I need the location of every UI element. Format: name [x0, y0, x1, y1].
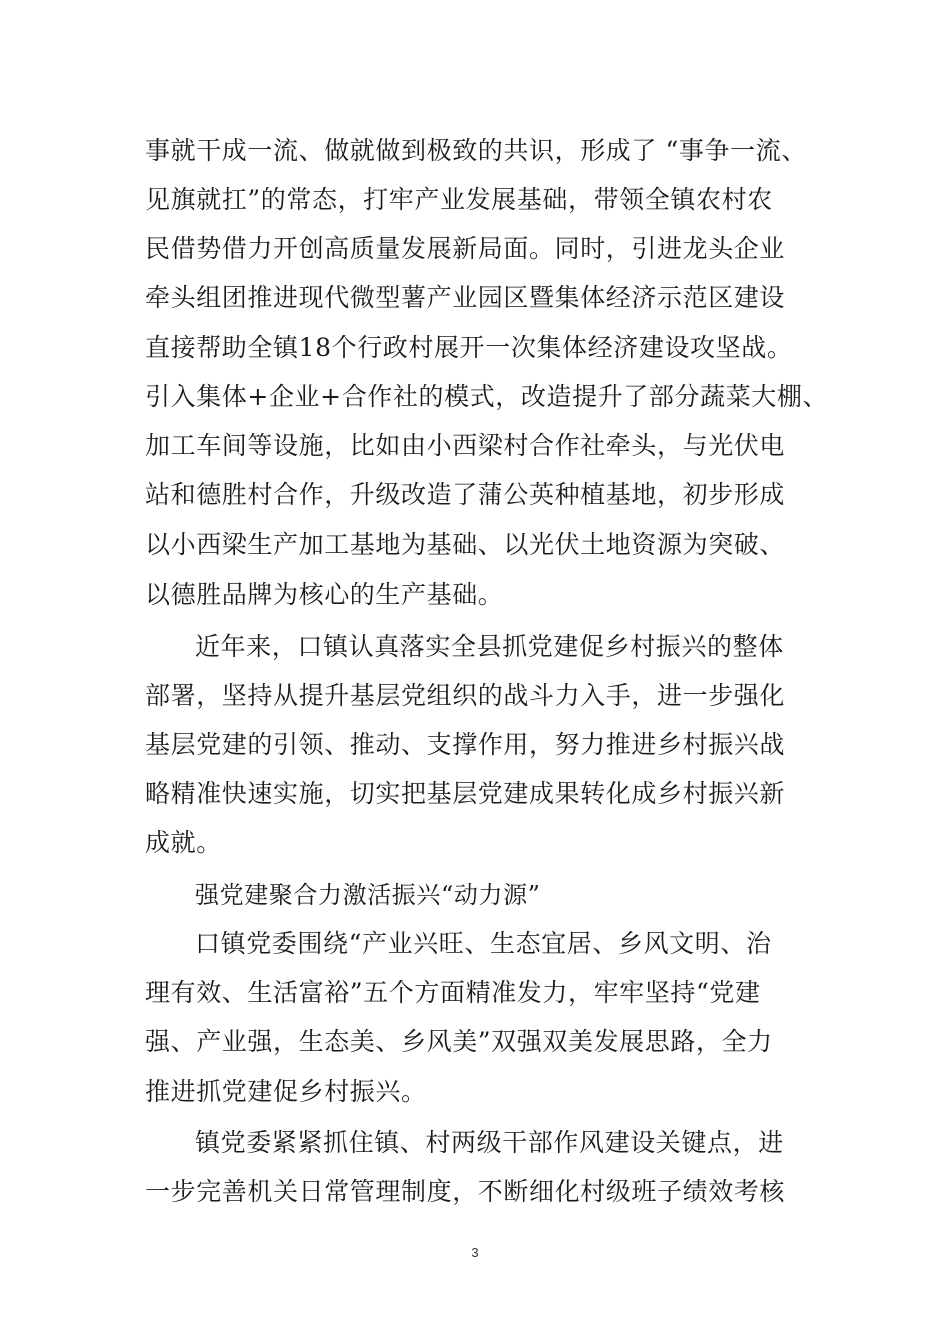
paragraph-first-line: 近年来，口镇认真落实全县抓党建促乡村振兴的整体 [195, 632, 784, 661]
text-line: 成就。 [145, 828, 222, 857]
text-line: 以小西梁生产加工基地为基础、以光伏土地资源为突破、 [145, 530, 786, 559]
text-line: 强、产业强，生态美、乡风美”双强双美发展思路，全力 [145, 1027, 773, 1056]
text-line: 见旗就扛”的常态，打牢产业发展基础，带领全镇农村农 [145, 185, 773, 214]
text-line: 站和德胜村合作，升级改造了蒲公英种植基地，初步形成 [145, 480, 786, 509]
section-heading: 强党建聚合力激活振兴“动力源” [195, 881, 541, 909]
text-line: 以德胜品牌为核心的生产基础。 [145, 580, 504, 609]
text-line: 理有效、生活富裕”五个方面精准发力，牢牢坚持“党建 [145, 978, 761, 1007]
page-number: 3 [471, 1245, 479, 1260]
text-line: 略精准快速实施，切实把基层党建成果转化成乡村振兴新 [145, 779, 786, 808]
text-line: 推进抓党建促乡村振兴。 [145, 1077, 427, 1106]
paragraph-first-line: 口镇党委围绕“产业兴旺、生态宜居、乡风文明、治 [195, 929, 772, 958]
paragraph-first-line: 镇党委紧紧抓住镇、村两级干部作风建设关键点，进 [195, 1128, 784, 1157]
text-line: 牵头组团推进现代微型薯产业园区暨集体经济示范区建设 [145, 283, 786, 312]
text-line: 直接帮助全镇18个行政村展开一次集体经济建设攻坚战。 [145, 333, 793, 362]
text-line: 部署，坚持从提升基层党组织的战斗力入手，进一步强化 [145, 681, 786, 710]
text-line: 一步完善机关日常管理制度，不断细化村级班子绩效考核 [145, 1177, 786, 1206]
text-line: 引入集体+企业+合作社的模式，改造提升了部分蔬菜大棚、 [145, 382, 829, 411]
text-line: 加工车间等设施，比如由小西梁村合作社牵头，与光伏电 [145, 431, 786, 460]
text-line: 事就干成一流、做就做到极致的共识，形成了 “事争一流、 [145, 136, 807, 165]
text-line: 基层党建的引领、推动、支撑作用，努力推进乡村振兴战 [145, 730, 786, 759]
text-line: 民借势借力开创高质量发展新局面。同时，引进龙头企业 [145, 234, 786, 263]
